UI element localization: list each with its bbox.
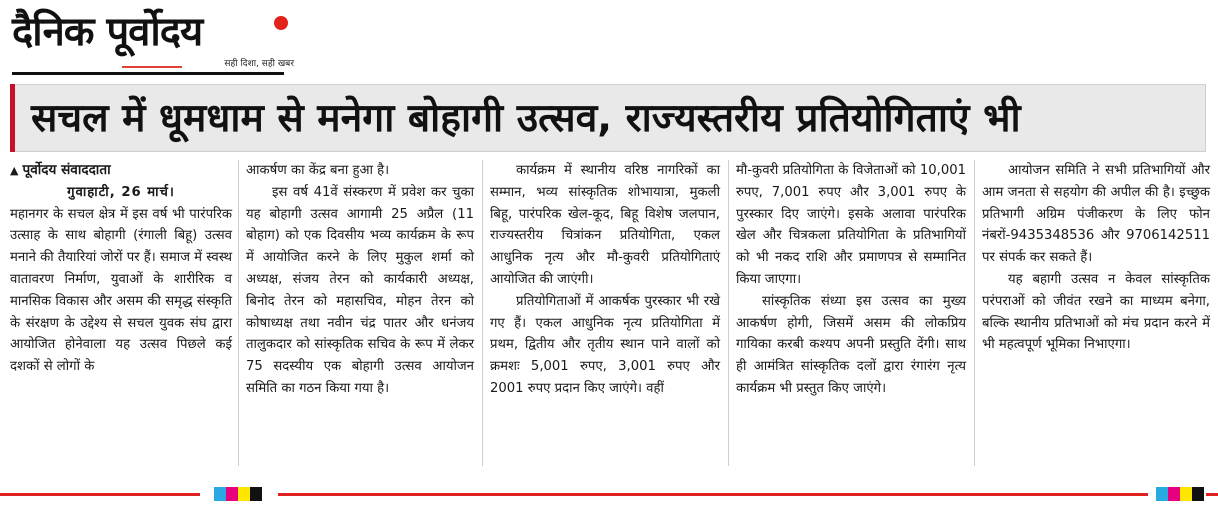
- byline-text: पूर्वोदय संवाददाता: [22, 162, 111, 178]
- column-4-para-1: मौ-कुवरी प्रतियोगिता के विजेताओं को 10,001 रुपए, 7,001 रुपए और 3,001 रुपए के पुरस्कार दिए जाएंगे। इसके अलावा पारंपरिक खेल और चित्रकला प्रतियोगिता के प्रतिभागियों को भी नकद राशि और प्रमाणपत्र से सम्मानित किया जाएगा।: [736, 163, 966, 287]
- newspaper-logo: दैनिक पूर्वोदय: [12, 9, 203, 55]
- article-column-5: [982, 160, 1210, 356]
- black-swatch: [250, 487, 262, 501]
- article-headline: सचल में धूमधाम से मनेगा बोहागी उत्सव, राज्यस्तरीय प्रतियोगिताएं भी: [31, 96, 1021, 141]
- byline: [10, 160, 232, 182]
- headline-accent-bar: [10, 84, 15, 152]
- column-divider: [482, 160, 483, 466]
- footer-red-line: [278, 493, 1148, 496]
- column-1-text: महानगर के सचल क्षेत्र में इस वर्ष भी पारंपरिक उत्साह के साथ बोहागी (रंगाली बिहू) उत्सव मनाने की तैयारियां जोरों पर हैं। समाज में स्वस्थ वातावरण निर्माण, युवाओं के शारीरिक व मानसिक विकास और असम की समृद्ध संस्कृति के संरक्षण के उद्देश्य से सचल युवक संघ द्वारा आयोजित होनेवाला यह उत्सव पिछले कई दशकों से लोगों के: [10, 206, 233, 375]
- color-registration-swatches: [1156, 487, 1204, 501]
- masthead-tagline: सही दिशा, सही खबर: [224, 59, 294, 69]
- yellow-swatch: [238, 487, 250, 501]
- black-swatch: [1192, 487, 1204, 501]
- footer-red-line: [1206, 493, 1218, 496]
- column-2-para-2: इस वर्ष 41वें संस्करण में प्रवेश कर चुका यह बोहागी उत्सव आगामी 25 अप्रैल (11 बोहाग) को एक दिवसीय भव्य कार्यक्रम के रूप में आयोजित करने के लिए मुकुल शर्मा को अध्यक्ष, संजय तेरन को कार्यकारी अध्यक्ष, बिनोद तेरन को महासचिव, मोहन तेरन को कोषाध्यक्ष तथा नवीन चंद्र पातर और धनंजय तालुकदार को सांस्कृतिक सचिव के रूप में लेकर 75 सदस्यीय एक बोहागी उत्सव आयोजन समिति का गठन किया गया है।: [246, 184, 474, 396]
- column-divider: [974, 160, 975, 466]
- magenta-swatch: [226, 487, 238, 501]
- cyan-swatch: [214, 487, 226, 501]
- masthead-rule: [12, 72, 284, 75]
- footer-red-line: [0, 493, 200, 496]
- column-4-para-2: सांस्कृतिक संध्या इस उत्सव का मुख्य आकर्षण होगी, जिसमें असम की लोकप्रिय गायिका करबी कश्यप अपनी प्रस्तुति देंगी। साथ ही आमंत्रित सांस्कृतिक दलों द्वारा रंगारंग नृत्य कार्यक्रम भी प्रस्तुत किए जाएंगे।: [736, 293, 966, 396]
- article-column-3: [490, 160, 720, 400]
- article-column-2: [246, 160, 474, 400]
- dateline: गुवाहाटी, 26 मार्च।: [67, 184, 175, 200]
- column-3-para-1: कार्यक्रम में स्थानीय वरिष्ठ नागरिकों का सम्मान, भव्य सांस्कृतिक शोभायात्रा, मुकली बिहू, पारंपरिक खेल-कूद, बिहू विशेष जलपान, राज्यस्तरीय चित्रांकन प्रतियोगिता, एकल आधुनिक नृत्य और मौ-कुवरी प्रतियोगिताएं आयोजित की जाएंगी।: [490, 163, 720, 287]
- logo-red-dot: [274, 16, 288, 30]
- yellow-swatch: [1180, 487, 1192, 501]
- byline-triangle-icon: ▲: [10, 164, 19, 177]
- column-2-para-1: आकर्षण का केंद्र बना हुआ है।: [246, 163, 390, 178]
- cyan-swatch: [1156, 487, 1168, 501]
- masthead: [12, 6, 302, 74]
- column-3-para-2: प्रतियोगिताओं में आकर्षक पुरस्कार भी रखे गए हैं। एकल आधुनिक नृत्य प्रतियोगिता में प्रथम, द्वितीय और तृतीय स्थान पाने वालों को क्रमशः 5,001 रुपए, 3,001 रुपए और 2001 रुपए प्रदान किए जाएंगे। वहीं: [490, 293, 720, 396]
- column-5-para-1: आयोजन समिति ने सभी प्रतिभागियों और आम जनता से सहयोग की अपील की है। इच्छुक प्रतिभागी अग्रिम पंजीकरण के लिए फोन नंबरों-9435348536 और 9706142511 पर संपर्क कर सकते हैं।: [982, 163, 1210, 266]
- column-divider: [728, 160, 729, 466]
- masthead-accent-line: [122, 66, 182, 68]
- column-divider: [238, 160, 239, 466]
- article-column-4: [736, 160, 966, 400]
- headline-box: [10, 84, 1206, 152]
- column-5-para-2: यह बहागी उत्सव न केवल सांस्कृतिक परंपराओं को जीवंत रखने का माध्यम बनेगा, बल्कि स्थानीय प्रतिभाओं को मंच प्रदान करने में भी महत्वपूर्ण भूमिका निभाएगा।: [982, 271, 1210, 353]
- magenta-swatch: [1168, 487, 1180, 501]
- article-column-1: [10, 160, 232, 378]
- color-registration-swatches: [214, 487, 262, 501]
